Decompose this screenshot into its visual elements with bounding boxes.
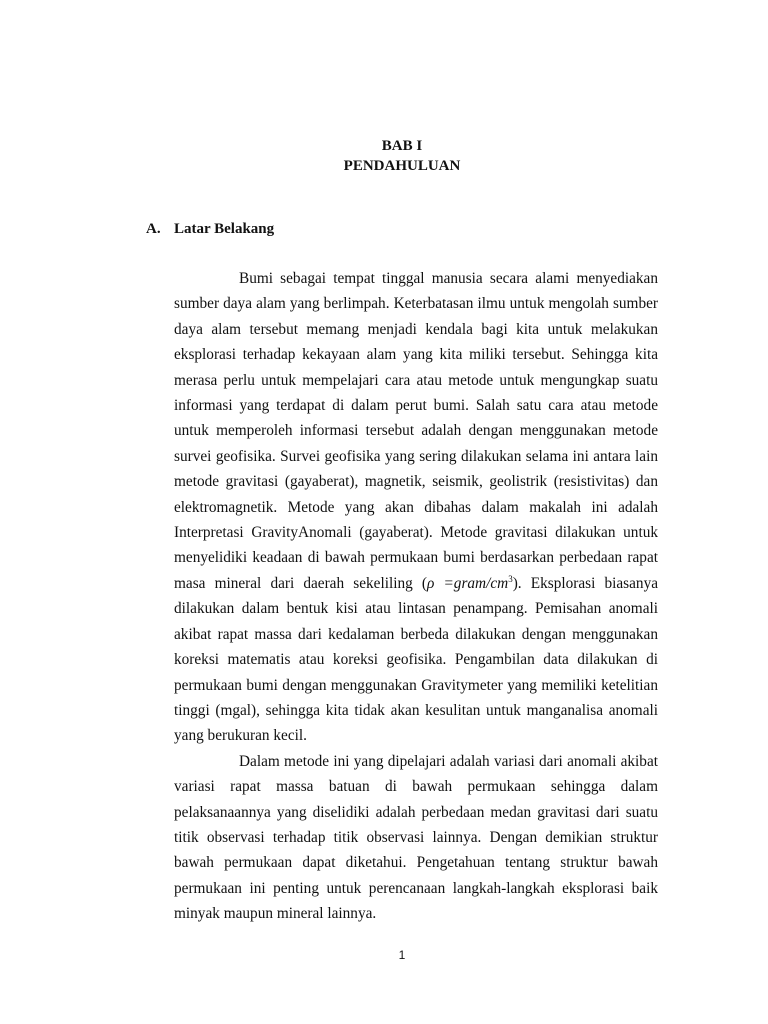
paragraph-1 xyxy=(174,266,658,749)
section-letter: A. xyxy=(146,221,161,237)
density-formula: ρ =gram/cm xyxy=(427,574,509,592)
density-formula-superscript: 3 xyxy=(508,573,513,584)
paragraph-1-part-2: ). Eksplorasi biasanya dilakukan dalam bentuk kisi atau lintasan penampang. Pemisahan anomali akibat rapat massa dari kedalaman berbeda dilakukan dengan menggunakan koreksi matematis atau koreksi geofisika. Pengambilan data dilakukan di permukaan bumi dengan menggunakan Gravitymeter yang memiliki ketelitian tinggi (mgal), sehingga kita tidak akan kesulitan untuk manganalisa anomali yang berukuran kecil. xyxy=(174,574,659,745)
chapter-number: BAB I xyxy=(381,138,423,154)
body-text xyxy=(174,266,658,927)
paragraph-2: Dalam metode ini yang dipelajari adalah variasi dari anomali akibat variasi rapat massa batuan di bawah permukaan sehingga dalam pelaksanaannya yang diselidiki adalah perbedaan medan gravitasi dari suatu titik observasi terhadap titik observasi lainnya. Dengan demikian struktur bawah permukaan dapat diketahui. Pengetahuan tentang struktur bawah permukaan ini penting untuk perencanaan langkah-langkah eksplorasi baik minyak maupun mineral lainnya. xyxy=(174,752,658,923)
chapter-title: PENDAHULUAN xyxy=(343,158,461,174)
paragraph-1-part-1: Bumi sebagai tempat tinggal manusia secara alami menyediakan sumber daya alam yang berlimpah. Keterbatasan ilmu untuk mengolah sumber daya alam tersebut memang menjadi kendala bagi kita untuk melakukan eksplorasi terhadap kekayaan alam yang kita miliki tersebut. Sehingga kita merasa perlu untuk mempelajari cara atau metode untuk mengungkap suatu informasi yang terdapat di dalam perut bumi. Salah satu cara atau metode untuk memperoleh informasi tersebut adalah dengan menggunakan metode survei geofisika. Survei geofisika yang sering dilakukan selama ini antara lain metode gravitasi (gayaberat), magnetik, seismik, geolistrik (resistivitas) dan elektromagnetik. Metode yang akan dibahas dalam makalah ini adalah Interpretasi GravityAnomali (gayaberat). Metode gravitasi dilakukan untuk menyelidiki keadaan di bawah permukaan bumi berdasarkan perbedaan rapat masa mineral dari daerah sekeliling ( xyxy=(174,270,658,592)
page-number: 1 xyxy=(398,948,406,962)
section-heading xyxy=(146,220,274,238)
section-title: Latar Belakang xyxy=(174,221,275,237)
